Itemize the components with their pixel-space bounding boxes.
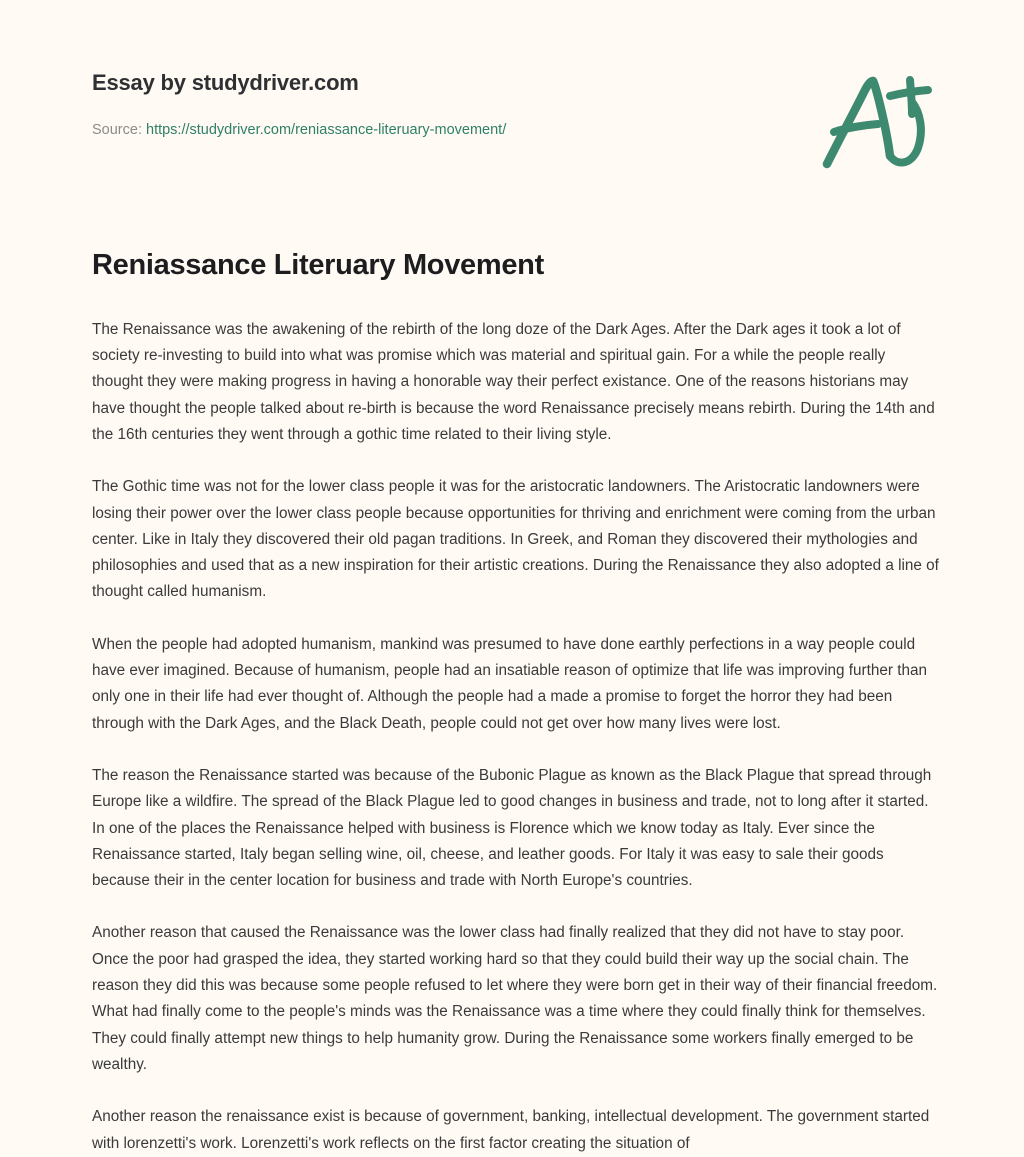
a-plus-icon — [812, 72, 940, 170]
source-url-link[interactable]: https://studydriver.com/reniassance-literuary-movement/ — [146, 122, 507, 138]
paragraph: The Gothic time was not for the lower class people it was for the aristocratic landowners. The Aristocratic landowners were losing their power over the lower class people because opportunities for thriving and enrichment were coming from the urban center. Like in Italy they discovered their old pagan traditions. In Greek, and Roman they discovered their mythologies and philosophies and used that as a new inspiration for their artistic creations. During the Renaissance they also adopted a line of thought called humanism. — [92, 478, 939, 601]
source-line — [92, 122, 506, 138]
paragraph: Another reason that caused the Renaissance was the lower class had finally realized that they did not have to stay poor. Once the poor had grasped the idea, they started working hard so that they could build their way up the social chain. The reason they did this was because some people refused to let where they were born get in their way of their financial freedom. What had finally come to the people's minds was the Renaissance was a time where they could finally think for themselves. They could finally attempt new things to help humanity grow. During the Renaissance some workers finally emerged to be wealthy. — [92, 924, 938, 1073]
paragraph: When the people had adopted humanism, mankind was presumed to have done earthly perfections in a way people could have ever imagined. Because of humanism, people had an insatiable reason of optimize that life was improving further than only one in their life had ever thought of. Although the people had a made a promise to forget the horror they had been through with the Dark Ages, and the Black Death, people could not get over how many lives were lost. — [92, 635, 928, 732]
source-label: Source: — [92, 122, 146, 138]
paragraph: Another reason the renaissance exist is because of government, banking, intellectual development. The government started with lorenzetti's work. Lorenzetti's work reflects on the first factor creating the situation of — [92, 1108, 930, 1152]
page-title: Reniassance Literuary Movement — [92, 249, 544, 281]
article-body — [92, 317, 940, 1157]
article-container — [92, 248, 940, 1157]
brand-byline: Essay by studydriver.com — [92, 70, 359, 95]
paragraph: The Renaissance was the awakening of the rebirth of the long doze of the Dark Ages. After the Dark ages it took a lot of society re-investing to build into what was promise which was material and spiritual gain. For a while the people really thought they were making progress in having a honorable way their perfect existance. One of the reasons historians may have thought the people talked about re-birth is because the word Renaissance precisely means rebirth. During the 14th and the 16th centuries they went through a gothic time related to their living style. — [92, 320, 935, 443]
paragraph: The reason the Renaissance started was because of the Bubonic Plague as known as the Black Plague that spread through Europe like a wildfire. The spread of the Black Plague led to good changes in business and trade, not to long after it started. In one of the places the Renaissance helped with business is Florence which we know today as Italy. Ever since the Renaissance started, Italy began selling wine, oil, cheese, and leather goods. For Italy it was easy to sale their goods because their in the center location for business and trade with North Europe's countries. — [92, 766, 932, 890]
document-header — [0, 0, 1024, 200]
studydriver-a-plus-logo — [812, 72, 940, 170]
